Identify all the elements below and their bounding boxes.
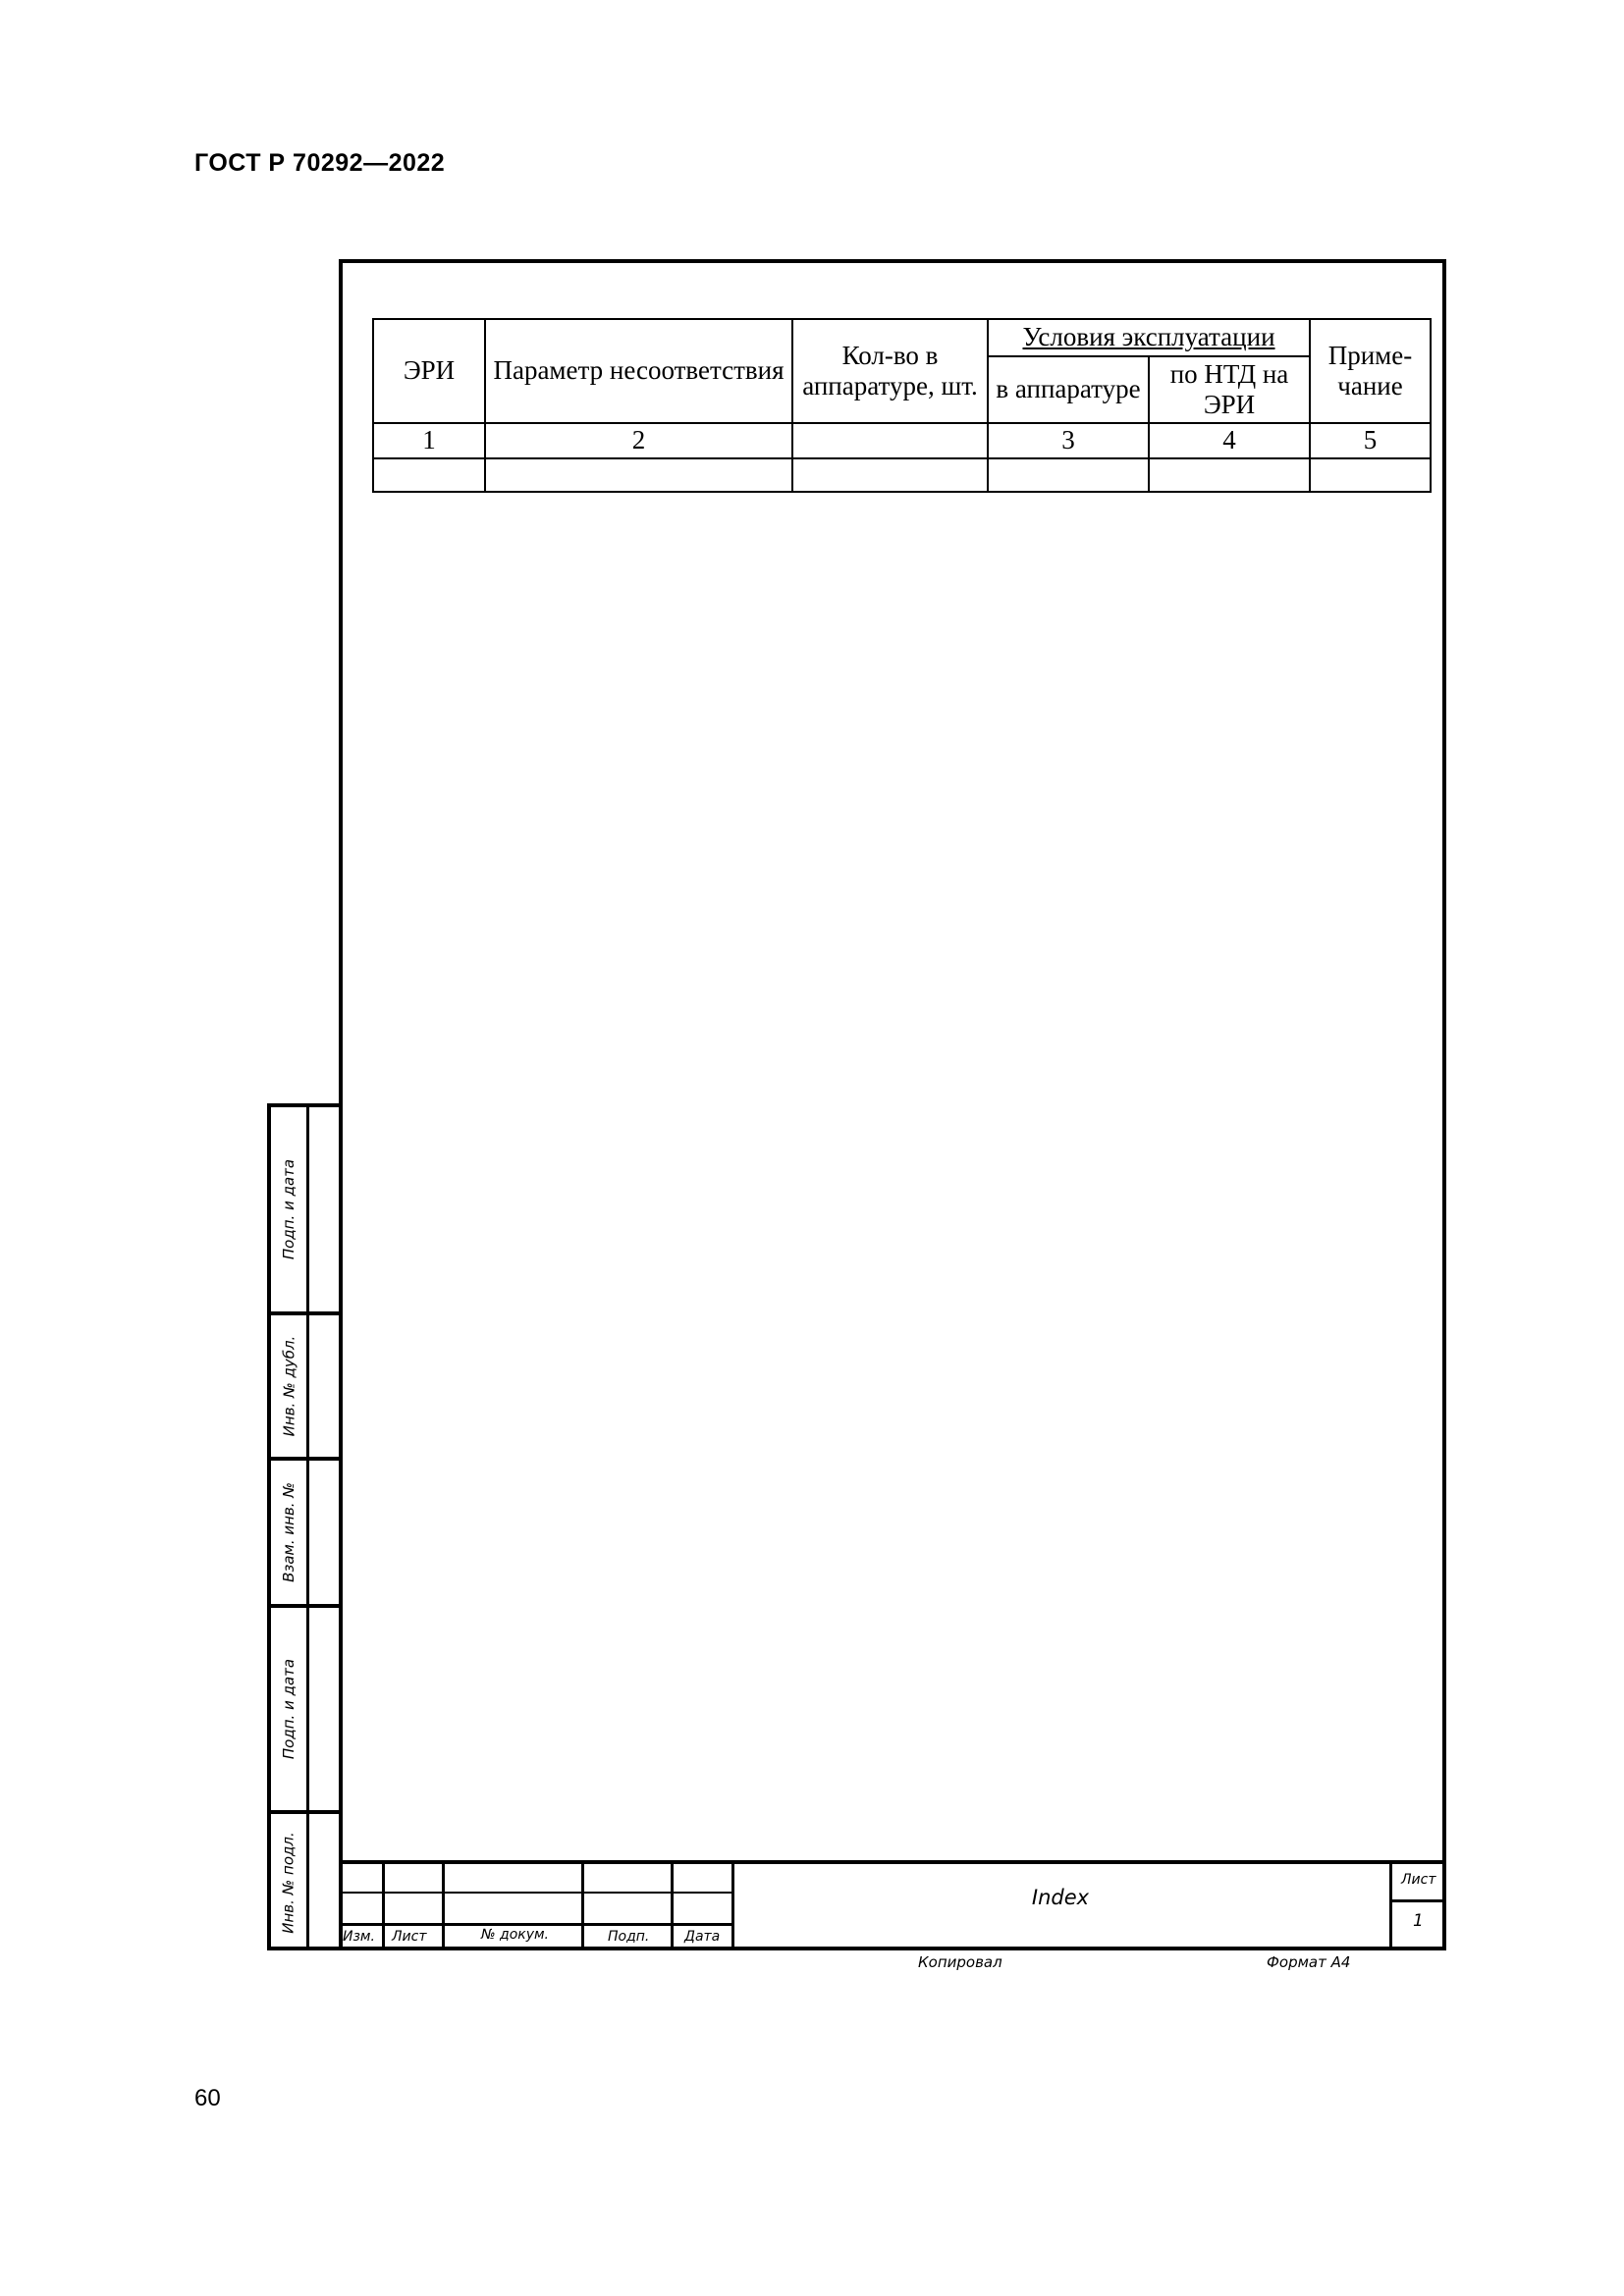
tb-row-line — [339, 1923, 731, 1926]
document-header: ГОСТ Р 70292—2022 — [194, 149, 446, 177]
tb-divider — [1389, 1864, 1392, 1950]
side-divider — [306, 1107, 309, 1311]
page-number: 60 — [194, 2085, 221, 2111]
empty-cell — [1310, 458, 1431, 492]
side-label: Взам. инв. № — [280, 1482, 298, 1582]
side-label: Инв. № подл. — [280, 1831, 298, 1934]
col-number: 1 — [373, 423, 485, 458]
header-conditions: Условия эксплуатации — [988, 319, 1310, 356]
col-number: 5 — [1310, 423, 1431, 458]
tb-divider — [581, 1864, 584, 1950]
side-cell-replace-inv — [271, 1461, 342, 1608]
side-divider — [306, 1315, 309, 1457]
side-divider — [306, 1814, 309, 1950]
tb-col-change: Изм. — [343, 1929, 375, 1945]
side-cell-orig-inv — [271, 1814, 342, 1950]
tb-col-sign: Подп. — [608, 1929, 650, 1945]
side-label: Подп. и дата — [280, 1658, 298, 1760]
side-cell-dup-inv — [271, 1315, 342, 1461]
header-cond-apparatus: в аппаратуре — [988, 356, 1149, 423]
copied-label: Копировал — [918, 1953, 1002, 1971]
table-number-row — [373, 423, 1431, 458]
col-number: 3 — [988, 423, 1149, 458]
tb-col-docnum: № докум. — [481, 1927, 550, 1943]
empty-cell — [988, 458, 1149, 492]
table-header-row — [373, 319, 1431, 356]
header-note: Приме-чание — [1310, 319, 1431, 423]
table-empty-row — [373, 458, 1431, 492]
format-label: Формат А4 — [1267, 1953, 1351, 1971]
col-number: 2 — [485, 423, 792, 458]
tb-divider — [442, 1864, 445, 1950]
tb-col-sheet: Лист — [392, 1929, 427, 1945]
empty-cell — [1149, 458, 1310, 492]
empty-cell — [485, 458, 792, 492]
side-cell-sign-date — [271, 1107, 342, 1315]
col-number: 4 — [1149, 423, 1310, 458]
tb-row-line — [339, 1892, 731, 1894]
tb-row-line — [1389, 1899, 1446, 1902]
tb-divider — [382, 1864, 385, 1950]
header-eri: ЭРИ — [373, 319, 485, 423]
sheet-label: Лист — [1401, 1872, 1436, 1888]
side-label: Инв. № дубл. — [280, 1335, 298, 1437]
header-parameter: Параметр несоответствия — [485, 319, 792, 423]
side-divider — [306, 1608, 309, 1810]
side-label: Подп. и дата — [280, 1158, 298, 1260]
empty-cell — [792, 458, 988, 492]
tb-divider — [671, 1864, 674, 1950]
spec-table — [372, 318, 1432, 493]
col-number — [792, 423, 988, 458]
tb-col-date: Дата — [684, 1929, 721, 1945]
header-quantity: Кол-во в аппаратуре, шт. — [792, 319, 988, 423]
side-strip — [267, 1103, 342, 1950]
header-cond-ntd: по НТД на ЭРИ — [1149, 356, 1310, 423]
empty-cell — [373, 458, 485, 492]
side-cell-sign-date-2 — [271, 1608, 342, 1814]
title-block — [339, 1860, 1446, 1950]
sheet-value: 1 — [1413, 1911, 1424, 1931]
document-title: Index — [1031, 1886, 1090, 1909]
drawing-frame — [339, 259, 1446, 1950]
side-divider — [306, 1461, 309, 1604]
